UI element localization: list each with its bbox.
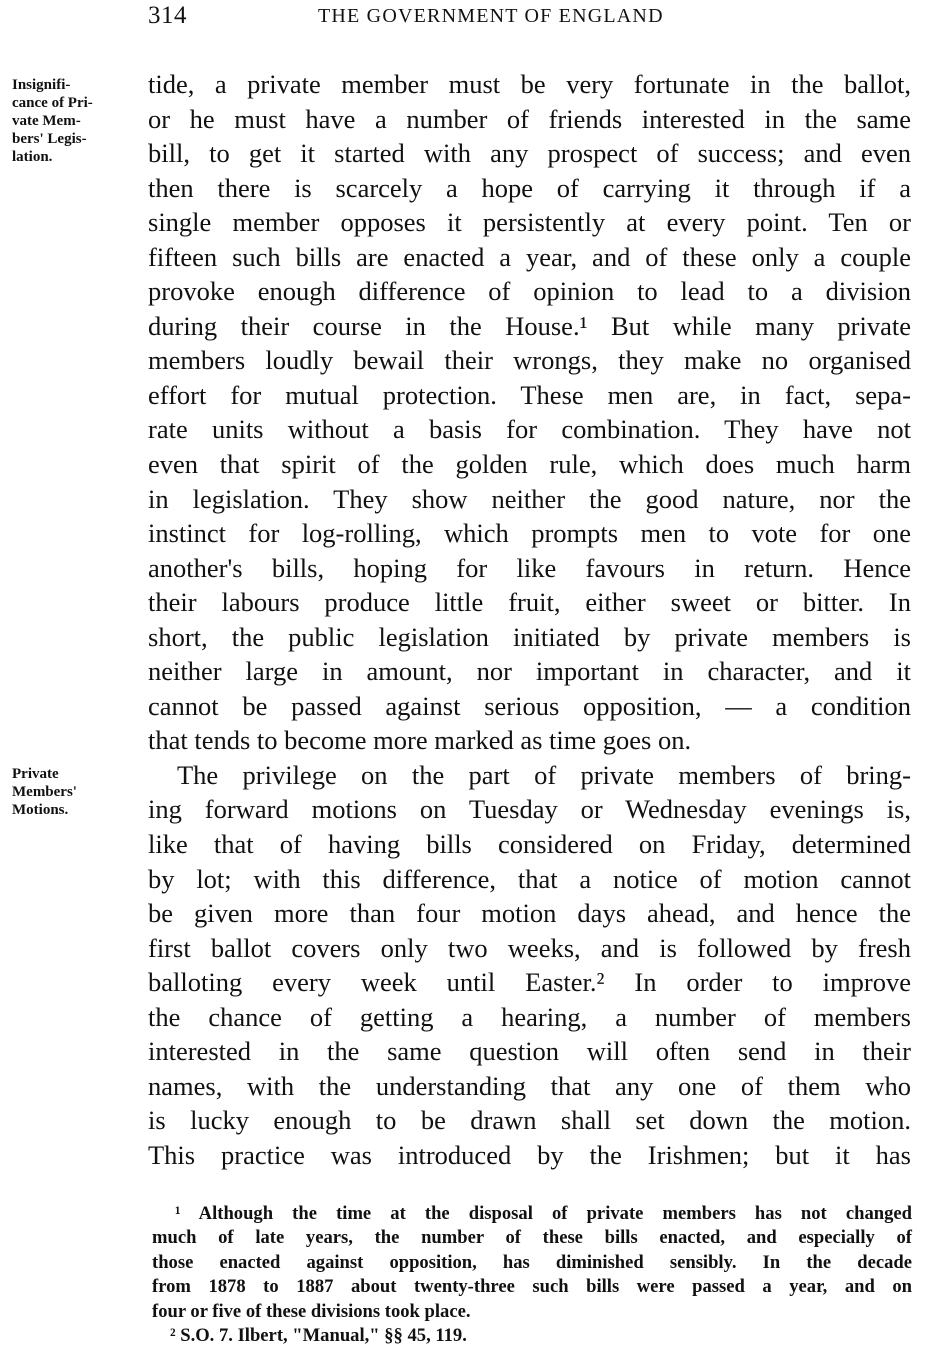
page-number: 314	[148, 2, 187, 29]
text-line: that tends to become more marked as time goes on.	[148, 725, 692, 756]
text-line: instinct for log-rolling, which prompts men to vote for one	[148, 518, 911, 549]
text-line: first ballot covers only two weeks, and is followed by fresh	[148, 932, 911, 963]
footnotes	[152, 1202, 912, 1348]
text-line: members loudly bewail their wrongs, they make no organised	[148, 345, 911, 376]
text-line: their labours produce little fruit, either sweet or bitter. In	[148, 587, 911, 618]
text-line: then there is scarcely a hope of carrying it through if a	[148, 172, 911, 203]
text-line: interested in the same question will often send in their	[148, 1036, 911, 1067]
text-line: single member opposes it persistently at every point. Ten or	[148, 207, 911, 238]
text-line: fifteen such bills are enacted a year, and of these only a couple	[148, 241, 911, 272]
text-line: even that spirit of the golden rule, which does much harm	[148, 449, 911, 480]
margin-note-private-motions: Private Members' Motions.	[12, 766, 77, 818]
text-line: another's bills, hoping for like favours in return. Hence	[148, 552, 911, 583]
text-line: during their course in the House.¹ But while many private	[148, 310, 911, 341]
text-line: by lot; with this difference, that a notice of motion cannot	[148, 863, 911, 894]
text-line: short, the public legislation initiated by private members is	[148, 621, 911, 652]
text-line: effort for mutual protection. These men are, in fact, sepa-	[148, 379, 911, 410]
footnote-line: from 1878 to 1887 about twenty-three such bills were passed a year, and on	[152, 1276, 912, 1298]
text-line: ing forward motions on Tuesday or Wednesday evenings is,	[148, 794, 911, 825]
text-line: is lucky enough to be drawn shall set down the motion.	[148, 1105, 911, 1136]
running-head	[0, 2, 930, 32]
text-line: names, with the understanding that any one of them who	[148, 1070, 911, 1101]
footnote-line: ¹ Although the time at the disposal of private members has not changed	[175, 1203, 912, 1224]
text-line: balloting every week until Easter.² In order to improve	[148, 967, 911, 998]
text-line: cannot be passed against serious opposition, — a condition	[148, 690, 911, 721]
text-line: in legislation. They show neither the good nature, nor the	[148, 483, 911, 514]
footnote-line: much of late years, the number of these bills enacted, and especially of	[152, 1227, 912, 1249]
text-line: This practice was introduced by the Irishmen; but it has	[148, 1139, 911, 1170]
margin-note-private-legislation: Insignifi- cance of Pri- vate Mem- bers' Legis- lation.	[12, 77, 93, 165]
text-line: bill, to get it started with any prospect of success; and even	[148, 138, 911, 169]
footnote-line: ² S.O. 7. Ilbert, "Manual," §§ 45, 119.	[170, 1324, 467, 1346]
text-line: neither large in amount, nor important in character, and it	[148, 656, 911, 687]
footnote-line: four or five of these divisions took place.	[152, 1300, 471, 1322]
body-text	[148, 67, 911, 1173]
text-line: like that of having bills considered on Friday, determined	[148, 829, 911, 860]
footnote-line: those enacted against opposition, has diminished sensibly. In the decade	[152, 1251, 912, 1273]
text-line: provoke enough difference of opinion to lead to a division	[148, 276, 911, 307]
text-line: or he must have a number of friends interested in the same	[148, 103, 911, 134]
text-line: tide, a private member must be very fortunate in the ballot,	[148, 69, 911, 99]
running-title: THE GOVERNMENT OF ENGLAND	[318, 5, 664, 27]
text-line: rate units without a basis for combination. They have not	[148, 414, 911, 445]
text-line: the chance of getting a hearing, a number of members	[148, 1001, 911, 1032]
text-line: The privilege on the part of private members of bring-	[177, 759, 911, 790]
text-line: be given more than four motion days ahead, and hence the	[148, 898, 911, 929]
